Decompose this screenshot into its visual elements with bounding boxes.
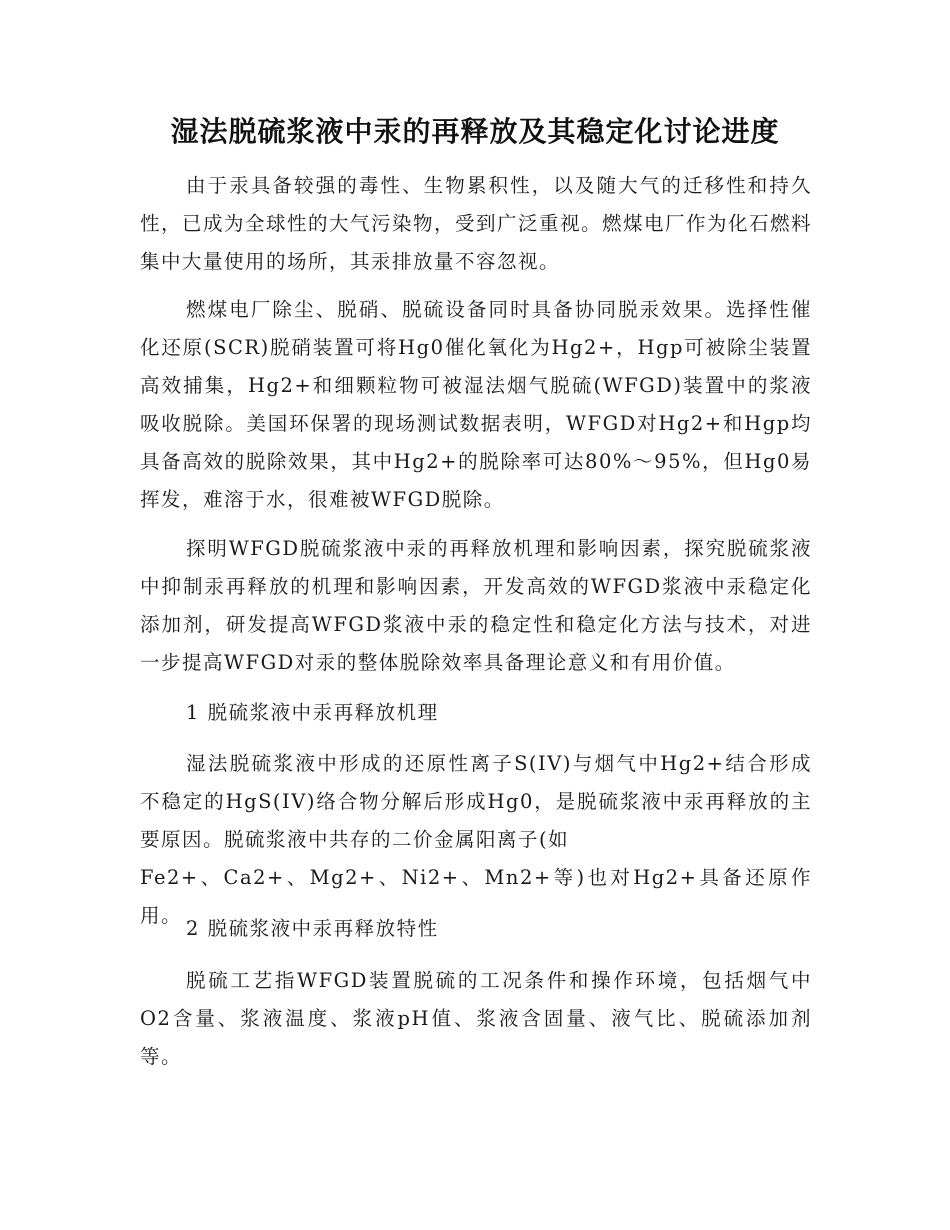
paragraph-release-mechanism: 湿法脱硫浆液中形成的还原性离子S(IV)与烟气中Hg2+结合形成不稳定的HgS(IV)络合物分解后形成Hg0，是脱硫浆液中汞再释放的主要原因。脱硫浆液中共存的二价金属阳离子(如 (140, 752, 812, 851)
paragraph-release-mechanism-continued: Fe2+、Ca2+、Mg2+、Ni2+、Mn2+等)也对Hg2+具备还原作用。 (140, 866, 812, 927)
document-title: 湿法脱硫浆液中汞的再释放及其稳定化讨论进度 (170, 115, 780, 148)
paragraph-collaborative-removal: 燃煤电厂除尘、脱硝、脱硫设备同时具备协同脱汞效果。选择性催化还原(SCR)脱硝装置可将Hg0催化氧化为Hg2+，Hgp可被除尘装置高效捕集，Hg2+和细颗粒物可被湿法烟气脱硫(WFGD)装置中的浆液吸收脱除。美国环保署的现场测试数据表明，WFGD对Hg2+和Hgp均具备高效的脱除效果，其中Hg2+的脱除率可达80%～95%，但Hg0易挥发，难溶于水，很难被WFGD脱除。 (140, 298, 812, 511)
paragraph-intro: 由于汞具备较强的毒性、生物累积性，以及随大气的迁移性和持久性，已成为全球性的大气污染物，受到广泛重视。燃煤电厂作为化石燃料集中大量使用的场所，其汞排放量不容忽视。 (140, 174, 813, 273)
paragraph-process-conditions: 脱硫工艺指WFGD装置脱硫的工况条件和操作环境，包括烟气中O2含量、浆液温度、浆液pH值、浆液含固量、液气比、脱硫添加剂等。 (140, 969, 812, 1068)
paragraph-research-significance: 探明WFGD脱硫浆液中汞的再释放机理和影响因素，探究脱硫浆液中抑制汞再释放的机理和影响因素，开发高效的WFGD浆液中汞稳定化添加剂，研发提高WFGD浆液中汞的稳定性和稳定化方法与技术，对进一步提高WFGD对汞的整体脱除效率具备理论意义和有用价值。 (140, 537, 812, 674)
section-heading-2: 2 脱硫浆液中汞再释放特性 (186, 917, 439, 940)
section-heading-1: 1 脱硫浆液中汞再释放机理 (186, 701, 439, 724)
